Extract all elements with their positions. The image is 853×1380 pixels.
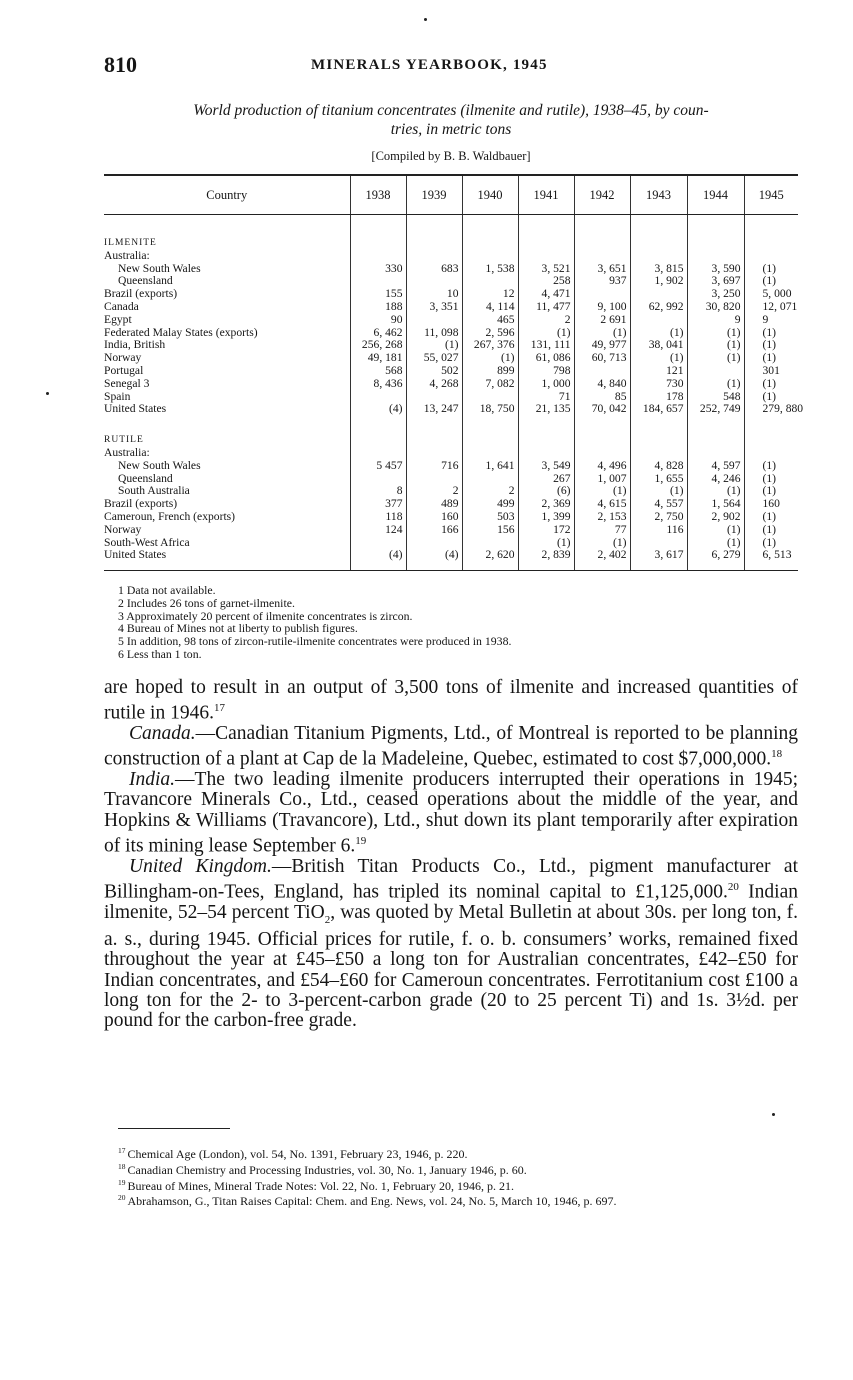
- column-header: 1940: [462, 175, 518, 215]
- country-cell: South Australia: [118, 484, 190, 498]
- value-cell: 3, 590: [687, 263, 744, 276]
- value-cell: 1, 564: [687, 498, 744, 511]
- value-cell: [406, 447, 462, 460]
- value-cell: [406, 250, 462, 263]
- value-cell: [350, 447, 406, 460]
- value-cell: 90: [350, 314, 406, 327]
- table-cell: [744, 416, 798, 447]
- value-cell: 18, 750: [462, 403, 518, 416]
- table-title-line-2: tries, in metric tons: [390, 121, 512, 138]
- value-cell: (4): [350, 549, 406, 570]
- section-header: ILMENITE: [104, 238, 157, 248]
- table-footnote: 4 Bureau of Mines not at liberty to publish figures.: [118, 621, 358, 636]
- value-cell: 49, 181: [350, 352, 406, 365]
- value-cell: 2, 750: [630, 511, 687, 524]
- value-cell: 465: [462, 314, 518, 327]
- value-cell: [744, 447, 798, 460]
- value-cell: [574, 250, 630, 263]
- value-cell: 489: [406, 498, 462, 511]
- value-cell: 188: [350, 301, 406, 314]
- value-cell: (1): [744, 263, 798, 276]
- value-cell: 13, 247: [406, 403, 462, 416]
- value-cell: 71: [518, 391, 574, 404]
- country-cell: Queensland: [118, 471, 173, 485]
- table-cell: [462, 215, 518, 250]
- value-cell: 160: [406, 511, 462, 524]
- value-cell: (1): [687, 485, 744, 498]
- body-text: [104, 678, 798, 1032]
- value-cell: 172: [518, 524, 574, 537]
- value-cell: 116: [630, 524, 687, 537]
- country-cell: Brazil (exports): [104, 287, 178, 301]
- value-cell: 85: [574, 391, 630, 404]
- value-cell: 4, 828: [630, 460, 687, 473]
- value-cell: 4, 597: [687, 460, 744, 473]
- value-cell: 55, 027: [406, 352, 462, 365]
- value-cell: 568: [350, 365, 406, 378]
- value-cell: 548: [687, 391, 744, 404]
- value-cell: [687, 365, 744, 378]
- country-cell: Egypt: [104, 312, 132, 326]
- value-cell: 1, 000: [518, 378, 574, 391]
- table-row: [104, 447, 798, 460]
- value-cell: 8: [350, 485, 406, 498]
- value-cell: (1): [630, 485, 687, 498]
- value-cell: 1, 399: [518, 511, 574, 524]
- country-cell: South-West Africa: [104, 535, 190, 549]
- value-cell: (1): [574, 327, 630, 340]
- value-cell: (1): [744, 473, 798, 486]
- value-cell: 70, 042: [574, 403, 630, 416]
- value-cell: 21, 135: [518, 403, 574, 416]
- value-cell: 3, 521: [518, 263, 574, 276]
- speck: [772, 1113, 775, 1116]
- page-footnote: [118, 1145, 616, 1161]
- table-row: [104, 378, 798, 391]
- country-cell: Norway: [104, 351, 142, 365]
- value-cell: 155: [350, 288, 406, 301]
- country-cell: Australia:: [104, 445, 150, 459]
- value-cell: 9: [687, 314, 744, 327]
- value-cell: (1): [574, 537, 630, 550]
- value-cell: 2, 620: [462, 549, 518, 570]
- value-cell: 3, 617: [630, 549, 687, 570]
- country-cell: Canada: [104, 299, 139, 313]
- value-cell: 178: [630, 391, 687, 404]
- table-row: [104, 301, 798, 314]
- value-cell: [462, 250, 518, 263]
- page-footnote: [118, 1192, 616, 1208]
- table-cell: [518, 416, 574, 447]
- footnote-number: 18: [118, 1161, 126, 1171]
- value-cell: 12, 071: [744, 301, 798, 314]
- table-title-line-1: World production of titanium concentrates (ilmenite and rutile), 1938–45, by coun-: [193, 102, 709, 119]
- value-cell: 2, 369: [518, 498, 574, 511]
- country-cell: Spain: [104, 389, 131, 403]
- value-cell: (1): [744, 275, 798, 288]
- value-cell: 4, 114: [462, 301, 518, 314]
- value-cell: 4, 246: [687, 473, 744, 486]
- value-cell: 77: [574, 524, 630, 537]
- value-cell: 121: [630, 365, 687, 378]
- value-cell: 124: [350, 524, 406, 537]
- value-cell: 166: [406, 524, 462, 537]
- value-cell: 4, 268: [406, 378, 462, 391]
- value-cell: 49, 977: [574, 339, 630, 352]
- value-cell: 11, 098: [406, 327, 462, 340]
- table-row: [104, 263, 798, 276]
- value-cell: [630, 447, 687, 460]
- table-row: [104, 511, 798, 524]
- speck: [424, 18, 427, 21]
- value-cell: 9, 100: [574, 301, 630, 314]
- value-cell: (1): [687, 537, 744, 550]
- value-cell: (1): [744, 537, 798, 550]
- page-footnotes: [118, 1145, 616, 1208]
- value-cell: 899: [462, 365, 518, 378]
- value-cell: (1): [687, 378, 744, 391]
- paragraph: [104, 770, 798, 857]
- table-cell: [574, 215, 630, 250]
- value-cell: 2 691: [574, 314, 630, 327]
- value-cell: (4): [406, 549, 462, 570]
- table-row: [104, 403, 798, 416]
- value-cell: 4, 840: [574, 378, 630, 391]
- table-row: [104, 549, 798, 570]
- value-cell: 937: [574, 275, 630, 288]
- value-cell: 30, 820: [687, 301, 744, 314]
- value-cell: [406, 314, 462, 327]
- footnote-number: 19: [118, 1177, 126, 1187]
- section-header-row: [104, 215, 798, 250]
- table-row: [104, 524, 798, 537]
- value-cell: (1): [574, 485, 630, 498]
- running-head: MINERALS YEARBOOK, 1945: [311, 57, 548, 73]
- production-table: [104, 174, 804, 571]
- column-header: 1945: [744, 175, 798, 215]
- value-cell: [744, 250, 798, 263]
- value-cell: 4, 615: [574, 498, 630, 511]
- value-cell: 1, 655: [630, 473, 687, 486]
- table-cell: [630, 416, 687, 447]
- value-cell: (1): [462, 352, 518, 365]
- country-cell: Queensland: [118, 274, 173, 288]
- value-cell: 330: [350, 263, 406, 276]
- value-cell: 252, 749: [687, 403, 744, 416]
- value-cell: 160: [744, 498, 798, 511]
- value-cell: (1): [744, 327, 798, 340]
- value-cell: 61, 086: [518, 352, 574, 365]
- value-cell: 3, 815: [630, 263, 687, 276]
- value-cell: 258: [518, 275, 574, 288]
- footnote-text: Chemical Age (London), vol. 54, No. 1391, February 23, 1946, p. 220.: [127, 1147, 468, 1161]
- value-cell: 4, 496: [574, 460, 630, 473]
- paragraph-lead: Canada.: [129, 723, 196, 745]
- value-cell: 2: [462, 485, 518, 498]
- value-cell: 8, 436: [350, 378, 406, 391]
- table-footnote: 1 Data not available.: [118, 583, 216, 597]
- value-cell: 730: [630, 378, 687, 391]
- section-header: RUTILE: [104, 435, 144, 446]
- column-header: 1938: [350, 175, 406, 215]
- country-cell: Federated Malay States (exports): [104, 325, 258, 339]
- table-row: [104, 250, 798, 263]
- paragraph-text: Indian ilmenite, 52–54 percent TiO: [104, 881, 798, 923]
- table-compiled-by: [Compiled by B. B. Waldbauer]: [371, 149, 531, 163]
- paragraph: [104, 678, 798, 724]
- table-row: [104, 473, 798, 486]
- value-cell: (6): [518, 485, 574, 498]
- value-cell: (1): [687, 339, 744, 352]
- value-cell: (1): [518, 327, 574, 340]
- value-cell: (1): [744, 352, 798, 365]
- value-cell: [350, 250, 406, 263]
- value-cell: 683: [406, 263, 462, 276]
- value-cell: (1): [630, 327, 687, 340]
- value-cell: 4, 557: [630, 498, 687, 511]
- value-cell: [630, 314, 687, 327]
- value-cell: 2, 153: [574, 511, 630, 524]
- footnote-text: Canadian Chemistry and Processing Industries, vol. 30, No. 1, January 1946, p. 60.: [127, 1162, 527, 1177]
- value-cell: 2: [518, 314, 574, 327]
- country-cell: United States: [104, 402, 167, 416]
- column-header: Country: [104, 175, 350, 215]
- value-cell: [518, 250, 574, 263]
- column-header: 1943: [630, 175, 687, 215]
- table-footnote: 3 Approximately 20 percent of ilmenite concentrates is zircon.: [118, 608, 413, 623]
- value-cell: 184, 657: [630, 403, 687, 416]
- value-cell: (1): [744, 460, 798, 473]
- value-cell: 1, 007: [574, 473, 630, 486]
- value-cell: 2, 902: [687, 511, 744, 524]
- value-cell: 301: [744, 365, 798, 378]
- paragraph: [104, 857, 798, 1032]
- paragraph-text: , was quoted by Metal Bulletin at about 30s. per long ton, f. a. s., during 1945. Official prices for rutile, f. o. b. consumers’ works, remained fixed throughout the year at £45–£50 a long ton for Australian concentrates, £42–£50 for Indian concentrates, and £54–£60 for Cameroun concentrates. Ferrotitanium cost £100 a long ton for the 2- to 3-percent-carbon grade (20 to 25 percent Ti) and 1s. 3½d. per pound for the carbon-free grade.: [104, 901, 798, 1032]
- table-cell: [687, 215, 744, 250]
- value-cell: (1): [630, 352, 687, 365]
- value-cell: 4, 471: [518, 288, 574, 301]
- value-cell: 502: [406, 365, 462, 378]
- page-footnote: [118, 1161, 616, 1177]
- paragraph-text: —Canadian Titanium Pigments, Ltd., of Montreal is reported to be planning construction of a plant at Cap de la Madeleine, Quebec, estimated to cost $7,000,000.: [104, 723, 798, 770]
- footnote-ref: 17: [213, 702, 225, 715]
- value-cell: 156: [462, 524, 518, 537]
- table-footnote: 5 In addition, 98 tons of zircon-rutile-ilmenite concentrates were produced in 1938.: [118, 634, 512, 649]
- table-title: [104, 101, 798, 139]
- column-header: 1944: [687, 175, 744, 215]
- country-cell: Australia:: [104, 248, 150, 262]
- value-cell: 6, 513: [744, 549, 798, 570]
- value-cell: 798: [518, 365, 574, 378]
- value-cell: (1): [744, 378, 798, 391]
- footnote-number: 20: [118, 1193, 126, 1203]
- footnote-rule: [118, 1128, 230, 1129]
- table-footnotes: [118, 584, 511, 661]
- value-cell: 267: [518, 473, 574, 486]
- value-cell: 6, 462: [350, 327, 406, 340]
- section-header-row: [104, 416, 798, 447]
- value-cell: 10: [406, 288, 462, 301]
- value-cell: (1): [744, 485, 798, 498]
- value-cell: 131, 111: [518, 339, 574, 352]
- country-cell: New South Wales: [118, 458, 201, 472]
- paragraph-text: are hoped to result in an output of 3,500 tons of ilmenite and increased quantities of rutile in 1946.: [104, 677, 798, 724]
- table-cell: [630, 215, 687, 250]
- page-footnote: [118, 1177, 616, 1193]
- country-cell: New South Wales: [118, 261, 201, 275]
- value-cell: 3, 250: [687, 288, 744, 301]
- paragraph: [104, 724, 798, 770]
- footnote-ref: 18: [771, 748, 783, 761]
- value-cell: 7, 082: [462, 378, 518, 391]
- value-cell: 3, 351: [406, 301, 462, 314]
- table-cell: [350, 215, 406, 250]
- column-header: 1941: [518, 175, 574, 215]
- table-cell: [350, 416, 406, 447]
- value-cell: 499: [462, 498, 518, 511]
- value-cell: 267, 376: [462, 339, 518, 352]
- table-footnote: 2 Includes 26 tons of garnet-ilmenite.: [118, 595, 295, 610]
- value-cell: 1, 641: [462, 460, 518, 473]
- country-cell: India, British: [104, 338, 166, 352]
- value-cell: 11, 477: [518, 301, 574, 314]
- value-cell: (1): [518, 537, 574, 550]
- value-cell: [687, 447, 744, 460]
- value-cell: 60, 713: [574, 352, 630, 365]
- paragraph-text: —The two leading ilmenite producers interrupted their operations in 1945; Travancore Minerals Co., Ltd., ceased operations about the middle of the year, and Hopkins & Williams (Travancore), Ltd., shut down its plant temporarily after expiration of its mining lease September 6.: [104, 769, 798, 857]
- country-cell: Norway: [104, 522, 142, 536]
- value-cell: 1, 538: [462, 263, 518, 276]
- table-row: [104, 460, 798, 473]
- value-cell: (1): [744, 511, 798, 524]
- speck: [46, 392, 49, 395]
- value-cell: 503: [462, 511, 518, 524]
- country-cell: United States: [104, 549, 350, 570]
- value-cell: 377: [350, 498, 406, 511]
- footnote-text: Abrahamson, G., Titan Raises Capital: Chem. and Eng. News, vol. 24, No. 5, March 10, 1946, p. 697.: [127, 1194, 617, 1209]
- value-cell: 279, 880: [744, 403, 798, 416]
- value-cell: 2, 402: [574, 549, 630, 570]
- value-cell: (4): [350, 403, 406, 416]
- footnote-number: 17: [118, 1146, 126, 1155]
- value-cell: [574, 365, 630, 378]
- value-cell: 62, 992: [630, 301, 687, 314]
- page-number: 810: [104, 52, 137, 77]
- value-cell: 716: [406, 460, 462, 473]
- value-cell: (1): [744, 391, 798, 404]
- column-header: 1942: [574, 175, 630, 215]
- country-cell: Cameroun, French (exports): [104, 509, 236, 523]
- subscript: 2: [324, 913, 331, 926]
- value-cell: [462, 447, 518, 460]
- table-footnote: 6 Less than 1 ton.: [118, 646, 202, 661]
- table-cell: [574, 416, 630, 447]
- value-cell: 3, 651: [574, 263, 630, 276]
- footnote-text: Bureau of Mines, Mineral Trade Notes: Vol. 22, No. 1, February 20, 1946, p. 21.: [127, 1178, 515, 1193]
- footnote-ref: 20: [727, 881, 739, 894]
- page-header: [104, 52, 798, 80]
- country-cell: Senegal 3: [104, 376, 150, 390]
- value-cell: 38, 041: [630, 339, 687, 352]
- value-cell: 12: [462, 288, 518, 301]
- country-cell: Portugal: [104, 363, 144, 377]
- value-cell: [687, 250, 744, 263]
- value-cell: 6, 279: [687, 549, 744, 570]
- table-header-row: [104, 175, 798, 215]
- value-cell: 3, 549: [518, 460, 574, 473]
- value-cell: 5, 000: [744, 288, 798, 301]
- value-cell: (1): [744, 339, 798, 352]
- value-cell: 2, 839: [518, 549, 574, 570]
- value-cell: [518, 447, 574, 460]
- value-cell: [574, 447, 630, 460]
- table-row: [104, 314, 798, 327]
- value-cell: (1): [687, 352, 744, 365]
- value-cell: (1): [406, 339, 462, 352]
- value-cell: [630, 250, 687, 263]
- value-cell: (1): [687, 524, 744, 537]
- value-cell: 3, 697: [687, 275, 744, 288]
- value-cell: 9: [744, 314, 798, 327]
- paragraph-lead: United Kingdom.: [129, 855, 272, 877]
- value-cell: 256, 268: [350, 339, 406, 352]
- table-cell: [518, 215, 574, 250]
- paragraph-lead: India.: [129, 769, 176, 791]
- table-cell: [406, 416, 462, 447]
- table-cell: [687, 416, 744, 447]
- table-row: [104, 365, 798, 378]
- paragraph-text: —British Titan Products Co., Ltd., pigment manufacturer at Billingham-on-Tees, England, has tripled its nominal capital to £1,125,000.: [104, 855, 798, 903]
- value-cell: 2, 596: [462, 327, 518, 340]
- table-cell: [462, 416, 518, 447]
- table-cell: [744, 215, 798, 250]
- table-cell: [406, 215, 462, 250]
- value-cell: 118: [350, 511, 406, 524]
- country-cell: Brazil (exports): [104, 497, 178, 511]
- value-cell: 2: [406, 485, 462, 498]
- value-cell: 1, 902: [630, 275, 687, 288]
- footnote-ref: 19: [355, 835, 367, 848]
- value-cell: 5 457: [350, 460, 406, 473]
- value-cell: (1): [687, 327, 744, 340]
- column-header: 1939: [406, 175, 462, 215]
- value-cell: (1): [744, 524, 798, 537]
